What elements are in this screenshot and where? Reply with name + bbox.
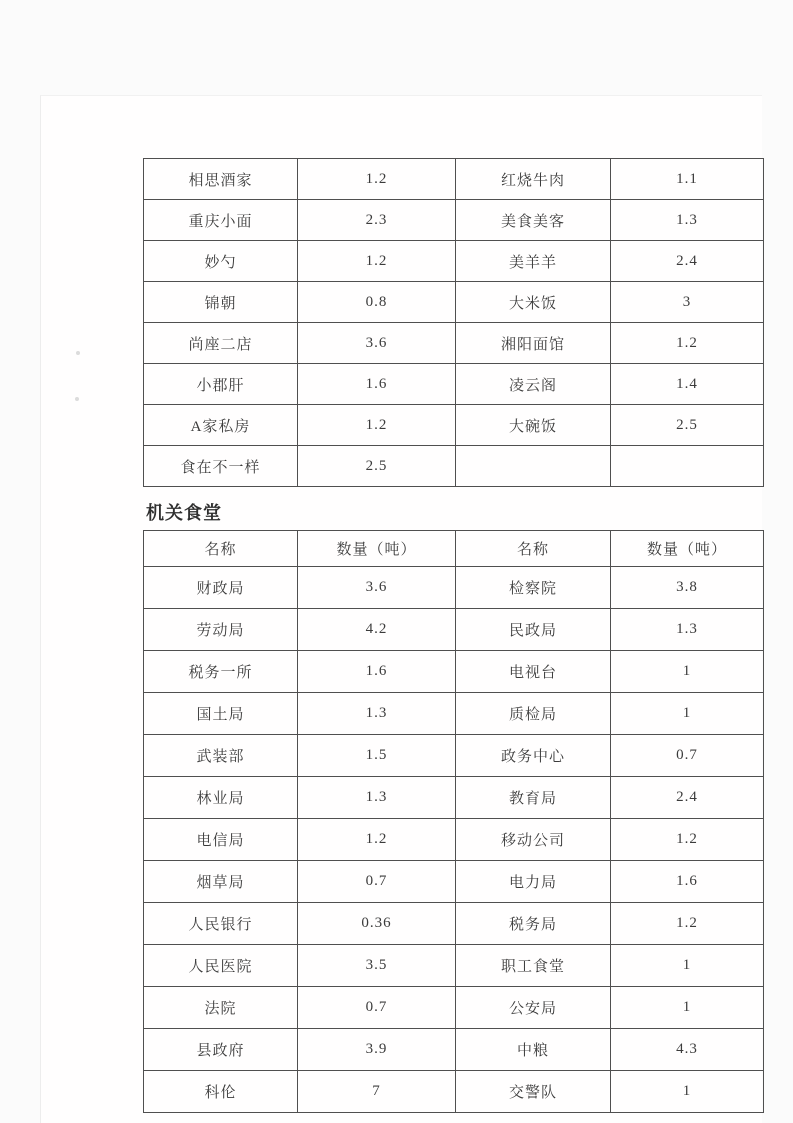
quantity-cell: 0.8	[298, 282, 456, 323]
quantity-cell: 0.7	[298, 861, 456, 903]
quantity-cell: 0.7	[611, 735, 764, 777]
name-cell: 锦朝	[144, 282, 298, 323]
quantity-cell: 3.9	[298, 1029, 456, 1071]
name-cell: 电力局	[456, 861, 611, 903]
section-heading: 机关食堂	[146, 503, 222, 523]
quantity-cell: 4.3	[611, 1029, 764, 1071]
name-cell: 法院	[144, 987, 298, 1029]
name-cell: 相思酒家	[144, 159, 298, 200]
table-row	[144, 819, 764, 861]
quantity-cell: 1.3	[611, 200, 764, 241]
name-cell: 食在不一样	[144, 446, 298, 487]
name-cell: 红烧牛肉	[456, 159, 611, 200]
quantity-cell: 0.7	[298, 987, 456, 1029]
name-cell: 民政局	[456, 609, 611, 651]
quantity-cell: 2.5	[298, 446, 456, 487]
quantity-header: 数量（吨）	[298, 531, 456, 567]
quantity-cell: 4.2	[298, 609, 456, 651]
table-row	[144, 364, 764, 405]
name-cell: 凌云阁	[456, 364, 611, 405]
quantity-cell: 3	[611, 282, 764, 323]
table-row	[144, 567, 764, 609]
quantity-cell: 1.3	[611, 609, 764, 651]
quantity-cell: 7	[298, 1071, 456, 1113]
name-cell: 人民医院	[144, 945, 298, 987]
name-cell: 大米饭	[456, 282, 611, 323]
table-row	[144, 861, 764, 903]
name-cell: 中粮	[456, 1029, 611, 1071]
quantity-cell: 0.36	[298, 903, 456, 945]
quantity-cell: 1.2	[298, 405, 456, 446]
name-cell: 林业局	[144, 777, 298, 819]
name-cell: 人民银行	[144, 903, 298, 945]
name-cell: 检察院	[456, 567, 611, 609]
quantity-cell: 2.4	[611, 241, 764, 282]
name-cell: 政务中心	[456, 735, 611, 777]
table-row	[144, 159, 764, 200]
name-cell: 教育局	[456, 777, 611, 819]
scan-speck	[75, 397, 79, 401]
name-cell: 县政府	[144, 1029, 298, 1071]
quantity-cell: 1.6	[298, 651, 456, 693]
name-cell: 武装部	[144, 735, 298, 777]
table-row	[144, 282, 764, 323]
restaurant-quantity-table	[143, 158, 764, 487]
name-cell: 湘阳面馆	[456, 323, 611, 364]
quantity-cell: 2.4	[611, 777, 764, 819]
quantity-header: 数量（吨）	[611, 531, 764, 567]
name-cell: 电信局	[144, 819, 298, 861]
name-cell: 财政局	[144, 567, 298, 609]
name-cell: 劳动局	[144, 609, 298, 651]
quantity-cell: 1.3	[298, 777, 456, 819]
name-cell: 税务局	[456, 903, 611, 945]
table-row	[144, 323, 764, 364]
quantity-cell: 1.4	[611, 364, 764, 405]
quantity-cell: 1.3	[298, 693, 456, 735]
quantity-cell: 1	[611, 693, 764, 735]
name-cell: 科伦	[144, 1071, 298, 1113]
table-row	[144, 446, 764, 487]
quantity-cell	[611, 446, 764, 487]
quantity-cell: 1	[611, 651, 764, 693]
quantity-cell: 1.2	[298, 819, 456, 861]
quantity-cell: 1.2	[298, 241, 456, 282]
name-cell: 电视台	[456, 651, 611, 693]
name-cell: 重庆小面	[144, 200, 298, 241]
quantity-cell: 3.6	[298, 567, 456, 609]
quantity-cell: 1.6	[298, 364, 456, 405]
table-row	[144, 200, 764, 241]
table-header-row	[144, 531, 764, 567]
name-cell: 质检局	[456, 693, 611, 735]
name-cell: 移动公司	[456, 819, 611, 861]
quantity-cell: 1.6	[611, 861, 764, 903]
name-cell: 职工食堂	[456, 945, 611, 987]
table-row	[144, 651, 764, 693]
quantity-cell: 1.5	[298, 735, 456, 777]
quantity-cell: 3.5	[298, 945, 456, 987]
table-row	[144, 609, 764, 651]
quantity-cell: 1.2	[611, 903, 764, 945]
quantity-cell: 1	[611, 945, 764, 987]
name-cell: 美食美客	[456, 200, 611, 241]
table-row	[144, 1029, 764, 1071]
name-cell: 美羊羊	[456, 241, 611, 282]
quantity-cell: 2.5	[611, 405, 764, 446]
quantity-cell: 1.2	[611, 323, 764, 364]
table-row	[144, 777, 764, 819]
name-header: 名称	[456, 531, 611, 567]
table-row	[144, 241, 764, 282]
table-row	[144, 945, 764, 987]
table-row	[144, 405, 764, 446]
scan-speck	[76, 351, 80, 355]
name-cell: 税务一所	[144, 651, 298, 693]
quantity-cell: 2.3	[298, 200, 456, 241]
name-header: 名称	[144, 531, 298, 567]
table-row	[144, 735, 764, 777]
government-canteen-table	[143, 530, 764, 1113]
name-cell: 妙勺	[144, 241, 298, 282]
quantity-cell: 1.1	[611, 159, 764, 200]
table-row	[144, 1071, 764, 1113]
name-cell: 公安局	[456, 987, 611, 1029]
quantity-cell: 3.6	[298, 323, 456, 364]
table-row	[144, 903, 764, 945]
name-cell: 国土局	[144, 693, 298, 735]
table-row	[144, 987, 764, 1029]
quantity-cell: 1	[611, 1071, 764, 1113]
name-cell: A家私房	[144, 405, 298, 446]
name-cell: 烟草局	[144, 861, 298, 903]
name-cell	[456, 446, 611, 487]
name-cell: 交警队	[456, 1071, 611, 1113]
quantity-cell: 3.8	[611, 567, 764, 609]
name-cell: 大碗饭	[456, 405, 611, 446]
table-row	[144, 693, 764, 735]
quantity-cell: 1.2	[611, 819, 764, 861]
quantity-cell: 1	[611, 987, 764, 1029]
name-cell: 小郡肝	[144, 364, 298, 405]
quantity-cell: 1.2	[298, 159, 456, 200]
name-cell: 尚座二店	[144, 323, 298, 364]
